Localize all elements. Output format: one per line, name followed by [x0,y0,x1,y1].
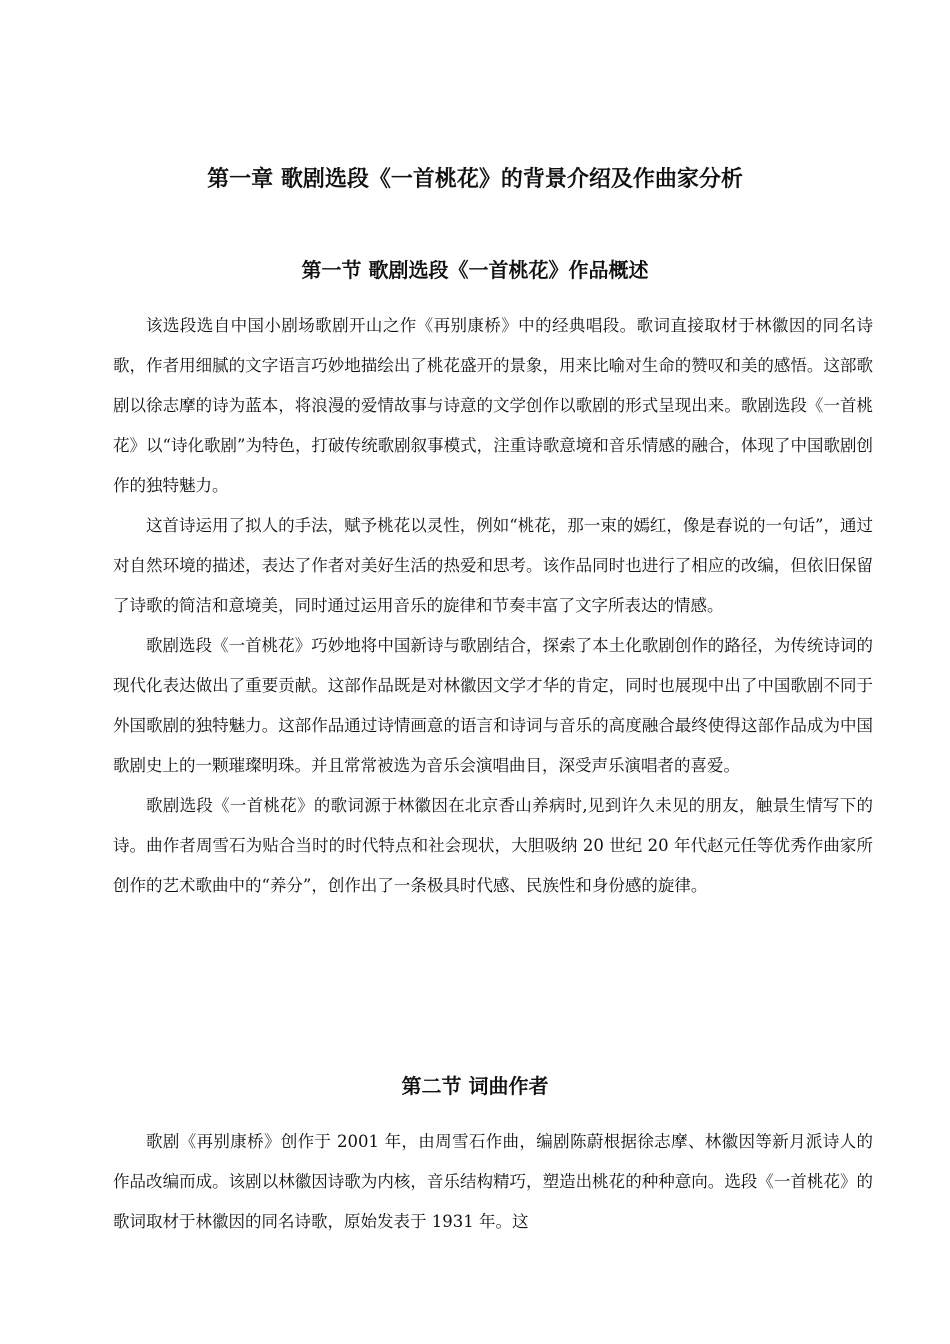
paragraph: 歌剧选段《一首桃花》巧妙地将中国新诗与歌剧结合，探索了本土化歌剧创作的路径，为传统诗词的现代化表达做出了重要贡献。这部作品既是对林徽因文学才华的肯定，同时也展现中出了中国歌剧不同于外国歌剧的独特魅力。这部作品通过诗情画意的语言和诗词与音乐的高度融合最终使得这部作品成为中国歌剧史上的一颗璀璨明珠。并且常常被选为音乐会演唱曲目，深受声乐演唱者的喜爱。 [113,636,873,775]
section-1-body [113,306,873,906]
section-2-body [113,1122,873,1242]
paragraph: 歌剧《再别康桥》创作于 2001 年，由周雪石作曲，编剧陈蔚根据徐志摩、林徽因等新月派诗人的作品改编而成。该剧以林徽因诗歌为内核，音乐结构精巧，塑造出桃花的种种意向。选段《一首桃花》的歌词取材于林徽因的同名诗歌，原始发表于 1931 年。这 [113,1132,873,1231]
section-2-title: 第二节 词曲作者 [401,1074,549,1098]
section-1-title: 第一节 歌剧选段《一首桃花》作品概述 [301,258,649,282]
paragraph: 这首诗运用了拟人的手法，赋予桃花以灵性，例如“桃花，那一束的嫣红，像是春说的一句话”，通过对自然环境的描述，表达了作者对美好生活的热爱和思考。该作品同时也进行了相应的改编，但依旧保留了诗歌的简洁和意境美，同时通过运用音乐的旋律和节奏丰富了文字所表达的情感。 [113,516,873,615]
paragraph: 歌剧选段《一首桃花》的歌词源于林徽因在北京香山养病时,见到许久未见的朋友，触景生情写下的诗。曲作者周雪石为贴合当时的时代特点和社会现状，大胆吸纳 20 世纪 20 年代赵元任等优秀作曲家所创作的艺术歌曲中的“养分”，创作出了一条极具时代感、民族性和身份感的旋律。 [113,796,873,895]
paragraph: 该选段选自中国小剧场歌剧开山之作《再别康桥》中的经典唱段。歌词直接取材于林徽因的同名诗歌，作者用细腻的文字语言巧妙地描绘出了桃花盛开的景象，用来比喻对生命的赞叹和美的感悟。这部歌剧以徐志摩的诗为蓝本，将浪漫的爱情故事与诗意的文学创作以歌剧的形式呈现出来。歌剧选段《一首桃花》以“诗化歌剧”为特色，打破传统歌剧叙事模式，注重诗歌意境和音乐情感的融合，体现了中国歌剧创作的独特魅力。 [113,316,873,495]
chapter-title: 第一章 歌剧选段《一首桃花》的背景介绍及作曲家分析 [207,167,743,192]
